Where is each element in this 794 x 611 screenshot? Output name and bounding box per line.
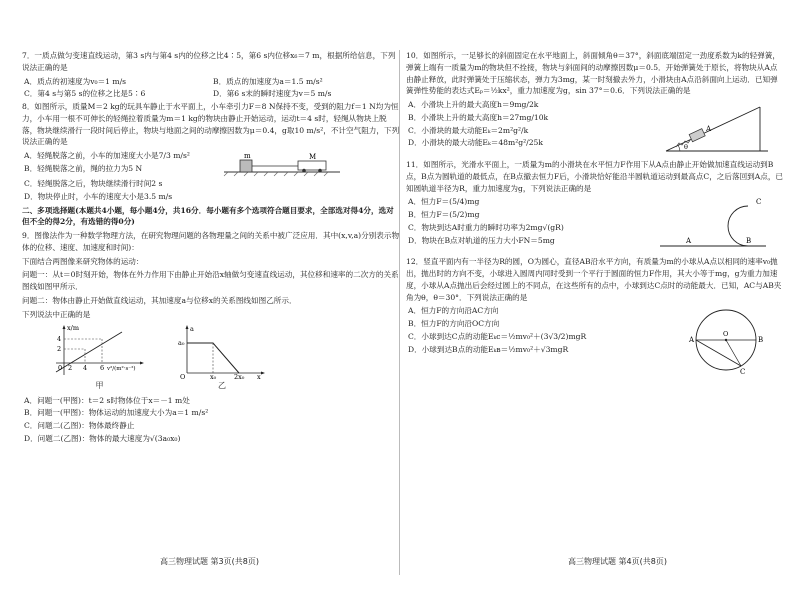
q10-option-b: B．小滑块上升的最大高度h＝27mg/10k (408, 112, 549, 122)
question-12 (406, 256, 784, 375)
q10-option-a: A．小滑块上升的最大高度h＝9mg/2k (408, 100, 539, 110)
q12-figure (676, 305, 776, 375)
q8-figure (222, 150, 342, 178)
q9-stem: 9．图像法作为一种数学物理方法，在研究物理问题的各物理量之间的关系中被广泛应用．其中(x,v,a)分别表示物体的位移、速度、加速度和时间)： (22, 231, 400, 252)
q9-figure-jia (52, 323, 147, 379)
q9-yi-caption: 乙 (218, 381, 226, 391)
q9-jia-ytick-4: 4 (57, 334, 62, 343)
q10-label-A: A (706, 125, 712, 134)
q9-figure-yi (177, 323, 267, 379)
q12-option-d: D．小球到达B点的动能Eₖʙ＝½mv₀²＋√3mgR (408, 344, 569, 354)
footer-page-4: 高三物理试题 第4页(共8页) (568, 557, 667, 566)
q12-label-B: B (758, 336, 764, 345)
page-4 (406, 50, 784, 375)
q10-figure (656, 99, 776, 159)
q11-option-d: D．物块在B点对轨道的压力大小FN＝5mg (408, 235, 555, 245)
q9-jia-xtick-4: 4 (83, 363, 88, 372)
q9-jia-xlabel: v²/(m²·s⁻²) (107, 365, 136, 372)
question-7 (22, 50, 400, 101)
q12-option-a: A．恒力F的方向沿AC方向 (408, 306, 499, 316)
q9-yi-ylabel: a (190, 324, 194, 333)
question-9 (22, 230, 400, 445)
q8-cart (298, 161, 326, 170)
q9-jia-xtick-2: 2 (68, 363, 73, 372)
q9-jia-caption: 甲 (95, 381, 104, 391)
q9-option-b: B．问题一(甲图)：物体运动的加速度大小为a＝1 m/s² (24, 408, 209, 418)
q12-option-c: C．小球到达C点的动能Eₖc＝½mv₀²＋(3√3/2)mgR (408, 331, 587, 341)
q12-label-A: A (689, 336, 695, 345)
q11-stem: 11．如图所示，光滑水平面上，一质量为m的小滑块在水平恒力F作用下从A点由静止开始做加速直线运动到B点，B点为圆轨道的最低点，在B点撤去恒力F后，小滑块恰好能沿半圆轨道运动到最高点C，之后落回到A点，已知圆轨道半径为R，重力加速度为g，下列说法正确的是 (406, 160, 784, 193)
q7-option-b: B．质点的加速度为a＝1.5 m/s² (213, 76, 323, 86)
q10-stem: 10．如图所示，一足够长的斜面固定在水平地面上，斜面倾角θ＝37°，斜面底端固定一劲度系数为k的轻弹簧，弹簧上端有一质量为m的物块但不拴接，物块与斜面间的动摩擦因数μ＝0.5．开始弹簧处于原长，将物块从A点由静止释放，此时弹簧处于压缩状态，弹力为3mg，某一时刻撤去外力，小滑块由A点沿斜面向上运动．已知弹簧弹性势能的表达式Eₚ＝½kx²，重力加速度为g，sin 37°＝0.6．下列说法正确的是 (406, 51, 781, 96)
q11-option-c: C．物块到达A时重力的瞬时功率为2mg√(gR) (408, 222, 564, 232)
q9-p2: 问题一：从t＝0时刻开始，物体在外力作用下由静止开始沿x轴做匀变速直线运动，其位移和速率的二次方的关系图线如图甲所示． (22, 270, 399, 292)
q8-label-m: m (244, 152, 251, 161)
q9-yi-2x0: 2x₀ (234, 372, 245, 379)
q8-option-b: B．轻绳脱落之前，绳的拉力为5 N (24, 163, 143, 173)
question-11 (406, 159, 784, 256)
q7-stem: 7．一质点做匀变速直线运动，第3 s内与第4 s内的位移之比4∶5，第6 s内位移x₆＝7 m，根据所给信息，下列说法正确的是 (22, 51, 396, 72)
q8-block (240, 160, 252, 172)
q9-jia-ytick-2: 2 (57, 344, 62, 353)
q9-option-c: C．问题二(乙图)：物体最终静止 (24, 421, 135, 431)
q9-yi-xlabel: x (257, 372, 261, 379)
q9-p3: 问题二：物体由静止开始做直线运动，其加速度a与位移x的关系图线如图乙所示． (22, 296, 297, 306)
q10-label-theta: θ (684, 143, 688, 152)
q11-label-A: A (686, 237, 692, 246)
question-10 (406, 50, 784, 159)
q11-label-C: C (756, 198, 762, 207)
q10-option-c: C．小滑块的最大动能Eₖ＝2m²g²/k (408, 125, 529, 135)
q12-option-b: B．恒力F的方向沿OC方向 (408, 319, 500, 329)
q9-jia-ylabel: x/m (67, 323, 80, 332)
q11-label-B: B (746, 237, 752, 246)
q9-p4: 下列说法中正确的是 (22, 309, 91, 319)
q9-option-a: A．问题一(甲图)：t＝2 s时物体位于x＝－1 m处 (24, 395, 190, 405)
q12-label-O: O (723, 330, 729, 339)
q8-option-d: D．物块停止时，小车的速度大小是3.5 m/s (24, 191, 173, 201)
q8-stem: 8．如图所示，质量M＝2 kg的玩具车静止于水平面上，小车牵引力F＝8 N保持不变，受到的阻力f＝1 N均为恒力，小车用一根不可伸长的轻绳拉着质量为m＝1 kg的物块由静止开始运动，运动t＝4 s时，轻绳从物块上脱落，物块继续滑行一段时间后停止，物块与地面之间的动摩擦因数为μ＝0.4，g取10 m/s²，不计空气阻力，下列说法正确的是 (22, 102, 400, 147)
q9-jia-xtick-6: 6 (100, 363, 105, 372)
q12-label-C: C (740, 368, 746, 376)
q8-label-M: M (309, 153, 317, 162)
q8-option-a: A．轻绳脱落之前，小车的加速度大小是7/3 m/s² (24, 151, 190, 161)
q9-yi-x0: x₀ (210, 372, 217, 379)
q12-stem: 12．竖直平面内有一半径为R的圆，O为圆心，直径AB沿水平方向，有质量为m的小球从A点以相同的速率v₀抛出，抛出时的方向不变，小球进入圆周内同时受到一个平行于圆面的恒力F作用，其大小等于mg，g为重力加速度，小球从A点抛出后会经过圆上的不同点，在这些所有的点中，小球到达C点时的动能最大．已知，AC与AB夹角为θ，θ＝30°．下列说法正确的是 (406, 257, 782, 302)
q11-option-a: A．恒力F＝(5/4)mg (408, 197, 480, 207)
q7-option-c: C．第4 s与第5 s的位移之比是5∶6 (24, 89, 146, 99)
q10-block (689, 129, 705, 142)
footer-page-3: 高三物理试题 第3页(共8页) (160, 557, 259, 566)
page-3 (22, 50, 400, 446)
q9-yi-origin: O (180, 372, 186, 379)
question-8 (22, 101, 400, 203)
q7-option-d: D．第6 s末的瞬时速度为v＝5 m/s (213, 89, 332, 99)
q9-jia-origin: 0 (58, 363, 63, 372)
q8-option-c: C．轻绳脱落之后，物块继续滑行时间2 s (24, 179, 163, 189)
q10-option-d: D．小滑块的最大动能Eₖ＝48m²g²/25k (408, 138, 543, 148)
q9-option-d: D．问题二(乙图)：物体的最大速度为√(3a₀x₀) (24, 434, 181, 443)
q9-yi-a0: a₀ (178, 338, 185, 347)
q11-figure (656, 196, 776, 256)
q11-option-b: B．恒力F＝(5/2)mg (408, 210, 480, 220)
q9-p1: 下面结合两图像来研究物体的运动： (22, 256, 144, 266)
q7-option-a: A．质点的初速度为v₀＝1 m/s (24, 76, 127, 86)
section-2-heading: 二、多项选择题(本题共4小题，每小题4分，共16分．每小题有多个选项符合题目要求，全部选对得4分，选对但不全的得2分，有选错的得0分) (22, 205, 394, 227)
